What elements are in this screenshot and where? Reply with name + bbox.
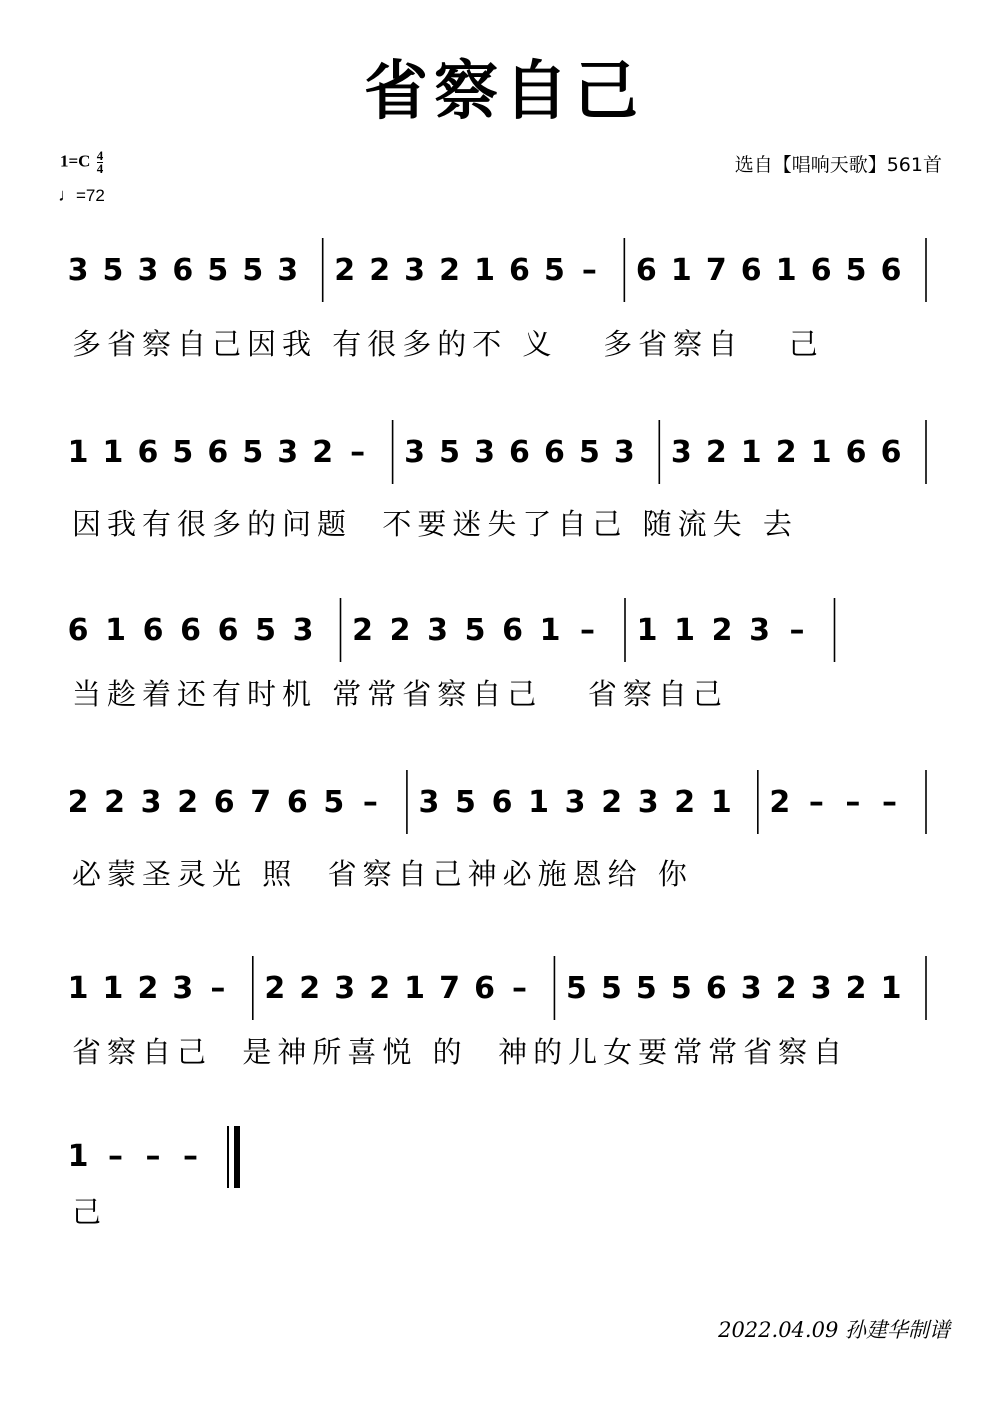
dash-extension: – xyxy=(362,785,378,820)
note: 1 xyxy=(880,971,902,1006)
lyrics-line-4: 必蒙圣灵光 照 省察自己神必施恩给 你 xyxy=(72,857,693,891)
note: 3 xyxy=(749,613,770,648)
note: 6 xyxy=(880,253,902,288)
system-6 xyxy=(68,1126,240,1188)
note: 2 xyxy=(312,435,334,470)
note: 2 xyxy=(67,785,89,820)
note: 6 xyxy=(635,253,657,288)
note: 1 xyxy=(102,971,124,1006)
note: 3 xyxy=(172,971,194,1006)
meter-bottom: 4 xyxy=(96,161,104,176)
note: 1 xyxy=(539,613,561,648)
note: 3 xyxy=(334,971,356,1006)
system-2 xyxy=(68,420,926,484)
note: 6 xyxy=(172,253,194,288)
time-signature xyxy=(97,150,104,175)
dash-extension: – xyxy=(581,253,597,288)
note: 2 xyxy=(674,785,696,820)
dash-extension: – xyxy=(210,971,226,1006)
system-3 xyxy=(68,598,835,662)
note: 5 xyxy=(845,253,867,288)
note: 3 xyxy=(427,613,448,648)
note: 6 xyxy=(67,613,89,648)
note: 1 xyxy=(710,785,732,820)
meter-top: 4 xyxy=(96,148,104,163)
note: 5 xyxy=(172,435,194,470)
note: 2 xyxy=(775,435,797,470)
song-title: 省察自己 xyxy=(364,55,644,129)
note: 7 xyxy=(250,785,272,820)
note: 3 xyxy=(137,253,159,288)
quarter-note-icon: ♩ xyxy=(58,185,76,205)
note: 5 xyxy=(439,435,461,470)
system-1 xyxy=(68,238,926,302)
lyrics-line-5: 省察自己 是神所喜悦 的 神的儿女要常常省察自 xyxy=(72,1035,849,1069)
dash-extension: – xyxy=(145,1139,161,1174)
note: 3 xyxy=(140,785,162,820)
note: 5 xyxy=(255,613,276,648)
note: 1 xyxy=(67,435,89,470)
note: 1 xyxy=(740,435,762,470)
note: 2 xyxy=(369,971,391,1006)
lyrics-line-6: 己 xyxy=(72,1195,108,1229)
note: 3 xyxy=(67,253,89,288)
note: 6 xyxy=(207,435,229,470)
note: 2 xyxy=(264,971,286,1006)
source-note: 选自【唱响天歌】561首 xyxy=(734,154,942,176)
note: 2 xyxy=(439,253,461,288)
dash-extension: – xyxy=(789,613,805,648)
system-5 xyxy=(68,956,926,1020)
note: 5 xyxy=(455,785,476,820)
note: 5 xyxy=(464,613,486,648)
note: 3 xyxy=(404,435,426,470)
note: 1 xyxy=(105,613,126,648)
tempo-value: =72 xyxy=(76,186,105,205)
note: 6 xyxy=(137,435,159,470)
lyrics-line-1: 多省察自己因我 有很多的不 义 多省察自 己 xyxy=(72,327,824,361)
note: 1 xyxy=(528,785,549,820)
note: 1 xyxy=(67,1139,89,1174)
note: 6 xyxy=(740,253,762,288)
note: 5 xyxy=(635,971,657,1006)
note: 6 xyxy=(509,253,530,288)
note: 7 xyxy=(705,253,727,288)
note: 6 xyxy=(543,435,565,470)
transcriber-credit: 2022.04.09 孙建华制谱 xyxy=(718,1318,950,1342)
note: 2 xyxy=(769,785,791,820)
note: 5 xyxy=(207,253,229,288)
note: 3 xyxy=(613,435,635,470)
note: 2 xyxy=(705,435,727,470)
note: 3 xyxy=(474,435,495,470)
note: 5 xyxy=(242,253,264,288)
note: 1 xyxy=(775,253,797,288)
note: 3 xyxy=(564,785,586,820)
note: 1 xyxy=(102,435,124,470)
note: 5 xyxy=(543,253,565,288)
note: 6 xyxy=(502,613,523,648)
note: 1 xyxy=(810,435,832,470)
note: 5 xyxy=(242,435,264,470)
dash-extension: – xyxy=(845,785,861,820)
note: 2 xyxy=(601,785,623,820)
note: 1 xyxy=(404,971,426,1006)
note: 2 xyxy=(334,253,356,288)
note: 2 xyxy=(137,971,159,1006)
note: 1 xyxy=(636,613,658,648)
note: 6 xyxy=(810,253,832,288)
note: 2 xyxy=(177,785,199,820)
note: 2 xyxy=(104,785,125,820)
note: 6 xyxy=(474,971,495,1006)
note: 6 xyxy=(213,785,235,820)
note: 6 xyxy=(286,785,308,820)
note: 3 xyxy=(637,785,659,820)
dash-extension: – xyxy=(511,971,527,1006)
note: 6 xyxy=(880,435,902,470)
note: 6 xyxy=(705,971,727,1006)
note: 3 xyxy=(740,971,762,1006)
dash-extension: – xyxy=(350,435,366,470)
dash-extension: – xyxy=(108,1139,123,1174)
note: 5 xyxy=(600,971,622,1006)
dash-extension: – xyxy=(881,785,897,820)
lyrics-line-3: 当趁着还有时机 常常省察自己 省察自己 xyxy=(72,677,728,711)
note: 6 xyxy=(217,613,239,648)
note: 2 xyxy=(299,971,321,1006)
note: 6 xyxy=(845,435,867,470)
note: 2 xyxy=(845,971,867,1006)
key-text: 1=C xyxy=(60,151,91,171)
note: 5 xyxy=(670,971,692,1006)
note: 6 xyxy=(491,785,513,820)
note: 2 xyxy=(775,971,797,1006)
key-signature xyxy=(60,150,103,175)
note: 6 xyxy=(180,613,201,648)
note: 3 xyxy=(810,971,832,1006)
note: 3 xyxy=(277,435,299,470)
dash-extension: – xyxy=(808,785,824,820)
note: 5 xyxy=(565,971,587,1006)
dash-extension: – xyxy=(580,613,595,648)
note: 7 xyxy=(439,971,461,1006)
note: 1 xyxy=(474,253,495,288)
note: 3 xyxy=(418,785,440,820)
note: 2 xyxy=(369,253,391,288)
note: 6 xyxy=(509,435,530,470)
note: 2 xyxy=(352,613,373,648)
note: 1 xyxy=(67,971,89,1006)
lyrics-line-2: 因我有很多的问题 不要迷失了自己 随流失 去 xyxy=(72,507,798,541)
note: 3 xyxy=(670,435,692,470)
dash-extension: – xyxy=(183,1139,198,1174)
note: 1 xyxy=(670,253,692,288)
note: 5 xyxy=(102,253,124,288)
system-4 xyxy=(68,770,926,834)
note: 3 xyxy=(277,253,299,288)
note: 5 xyxy=(578,435,600,470)
note: 3 xyxy=(292,613,314,648)
note: 2 xyxy=(711,613,733,648)
note: 6 xyxy=(142,613,164,648)
note: 3 xyxy=(404,253,426,288)
note: 5 xyxy=(323,785,345,820)
final-bar-thick xyxy=(234,1126,240,1188)
note: 1 xyxy=(674,613,695,648)
tempo-marking xyxy=(58,185,105,206)
note: 2 xyxy=(389,613,411,648)
